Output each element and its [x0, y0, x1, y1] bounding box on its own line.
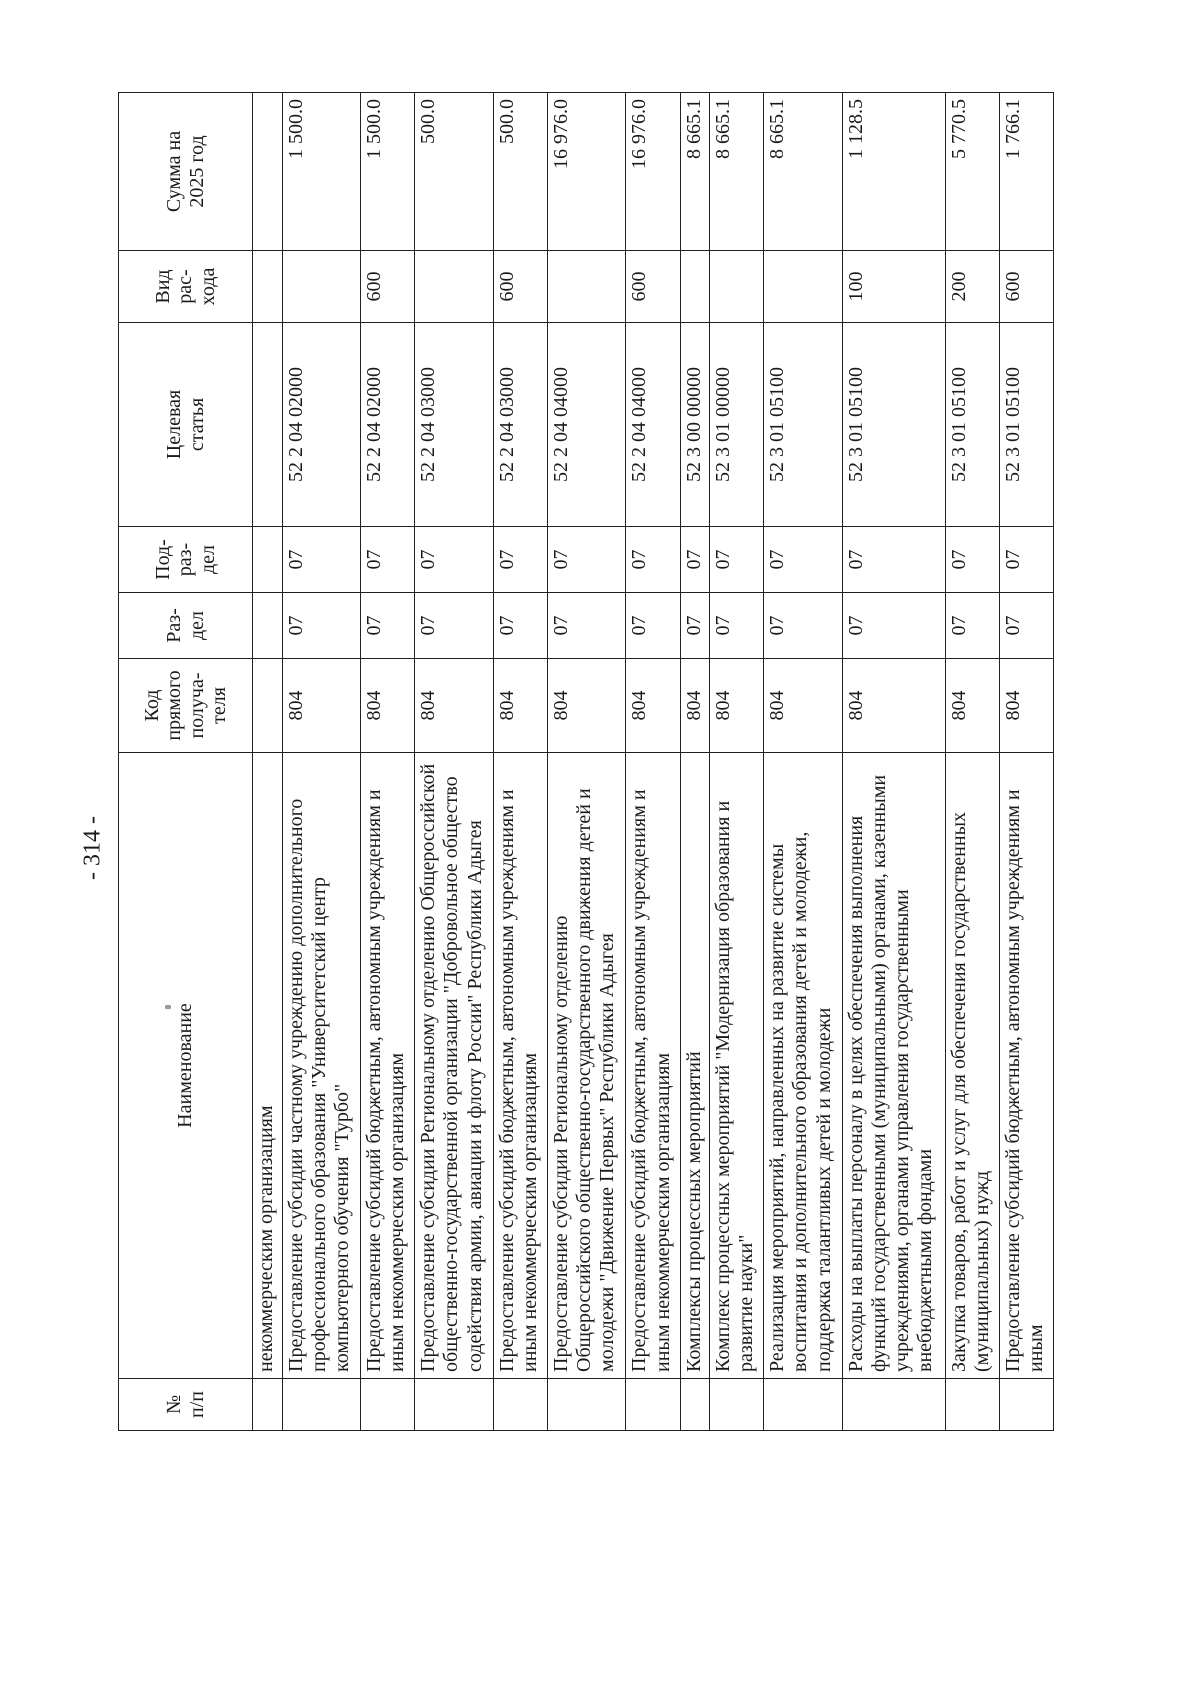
cell-recipient-code: 804	[415, 659, 494, 753]
cell-podrazdel: 07	[842, 527, 945, 593]
cell-name: Реализация мероприятий, направленных на развитие системы воспитания и дополнительного образования детей и молодежи, поддержка талантливых детей и молодежи	[764, 753, 843, 1379]
table-row	[842, 93, 945, 1431]
table-row	[415, 93, 494, 1431]
table-row	[253, 93, 283, 1431]
cell-sum: 5 770.5	[945, 93, 999, 251]
cell-recipient-code: 804	[842, 659, 945, 753]
cell-expense-type: 100	[842, 251, 945, 323]
cell-target-article	[253, 323, 283, 527]
cell-razdel: 07	[282, 593, 361, 659]
table-row	[547, 93, 626, 1431]
cell-target-article: 52 2 04 04000	[547, 323, 626, 527]
cell-target-article: 52 3 01 05100	[842, 323, 945, 527]
table-row	[710, 93, 764, 1431]
cell-podrazdel: 07	[710, 527, 764, 593]
table-header-row	[119, 93, 253, 1431]
cell-razdel: 07	[626, 593, 680, 659]
cell-razdel: 07	[764, 593, 843, 659]
cell-razdel: 07	[547, 593, 626, 659]
cell-razdel: 07	[945, 593, 999, 659]
cell-recipient-code: 804	[282, 659, 361, 753]
cell-recipient-code: 804	[493, 659, 547, 753]
cell-razdel: 07	[415, 593, 494, 659]
cell-sum: 8 665.1	[710, 93, 764, 251]
cell-target-article: 52 3 01 05100	[999, 323, 1053, 527]
cell-target-article: 52 3 00 00000	[680, 323, 710, 527]
cell-name: Комплексы процессных мероприятий	[680, 753, 710, 1379]
cell-sum: 1 500.0	[282, 93, 361, 251]
cell-razdel	[253, 593, 283, 659]
table-row	[999, 93, 1053, 1431]
table-row	[764, 93, 843, 1431]
cell-sum: 1 128.5	[842, 93, 945, 251]
cell-expense-type: 600	[999, 251, 1053, 323]
cell-podrazdel: 07	[626, 527, 680, 593]
cell-sum: 500.0	[415, 93, 494, 251]
cell-sum	[253, 93, 283, 251]
cell-podrazdel	[253, 527, 283, 593]
cell-podrazdel: 07	[493, 527, 547, 593]
cell-num	[626, 1379, 680, 1431]
budget-table-wrapper	[118, 93, 1054, 1431]
cell-recipient-code: 804	[680, 659, 710, 753]
cell-sum: 16 976.0	[626, 93, 680, 251]
cell-sum: 1 500.0	[361, 93, 415, 251]
cell-num	[842, 1379, 945, 1431]
cell-target-article: 52 3 01 05100	[764, 323, 843, 527]
cell-sum: 500.0	[493, 93, 547, 251]
cell-expense-type	[282, 251, 361, 323]
cell-num	[680, 1379, 710, 1431]
cell-name: Предоставление субсидий бюджетным, автономным учреждениям и иным некоммерческим организациям	[493, 753, 547, 1379]
cell-name: Комплекс процессных мероприятий "Модернизация образования и развитие науки"	[710, 753, 764, 1379]
cell-target-article: 52 2 04 03000	[415, 323, 494, 527]
cell-target-article: 52 2 04 03000	[493, 323, 547, 527]
table-row	[282, 93, 361, 1431]
header-expense-type: Вид рас- хода	[119, 251, 253, 323]
table-row	[493, 93, 547, 1431]
cell-recipient-code: 804	[999, 659, 1053, 753]
cell-name: Предоставление субсидий бюджетным, автономным учреждениям и иным некоммерческим организациям	[626, 753, 680, 1379]
cell-podrazdel: 07	[680, 527, 710, 593]
cell-name: Предоставление субсидии Региональному отделению Общероссийского общественно-государственного движения детей и молодежи "Движение Первых" Республики Адыгея	[547, 753, 626, 1379]
cell-num	[764, 1379, 843, 1431]
cell-name: Предоставление субсидии Региональному отделению Общероссийской общественно-государственной организации "Добровольное общество содействия армии, авиации и флоту России" Республики Адыгея	[415, 753, 494, 1379]
cell-expense-type: 200	[945, 251, 999, 323]
cell-expense-type	[764, 251, 843, 323]
cell-podrazdel: 07	[999, 527, 1053, 593]
page-number: - 314 -	[79, 816, 106, 880]
cell-expense-type: 600	[626, 251, 680, 323]
cell-name: Закупка товаров, работ и услуг для обеспечения государственных (муниципальных) нужд	[945, 753, 999, 1379]
header-podrazdel: Под- раз- дел	[119, 527, 253, 593]
table-row	[626, 93, 680, 1431]
header-num: № п/п	[119, 1379, 253, 1431]
cell-name: Расходы на выплаты персоналу в целях обеспечения выполнения функций государственными (муниципальными) органами, казенными учреждениями, органами управления государственными внебюджетными фондами	[842, 753, 945, 1379]
cell-expense-type: 600	[493, 251, 547, 323]
cell-recipient-code: 804	[764, 659, 843, 753]
cell-target-article: 52 3 01 05100	[945, 323, 999, 527]
cell-num	[415, 1379, 494, 1431]
cell-razdel: 07	[361, 593, 415, 659]
table-row	[680, 93, 710, 1431]
cell-num	[999, 1379, 1053, 1431]
header-sum-2025: Сумма на 2025 год	[119, 93, 253, 251]
cell-podrazdel: 07	[945, 527, 999, 593]
cell-sum: 16 976.0	[547, 93, 626, 251]
cell-expense-type	[710, 251, 764, 323]
cell-name: Предоставление субсидий бюджетным, автономным учреждениям и иным	[999, 753, 1053, 1379]
cell-recipient-code: 804	[547, 659, 626, 753]
cell-num	[493, 1379, 547, 1431]
cell-recipient-code: 804	[361, 659, 415, 753]
cell-num	[547, 1379, 626, 1431]
cell-target-article: 52 2 04 02000	[361, 323, 415, 527]
header-recipient-code: Код прямого получа- теля	[119, 659, 253, 753]
cell-num	[710, 1379, 764, 1431]
header-razdel: Раз- дел	[119, 593, 253, 659]
cell-target-article: 52 2 04 02000	[282, 323, 361, 527]
cell-recipient-code: 804	[945, 659, 999, 753]
cell-num	[253, 1379, 283, 1431]
cell-recipient-code	[253, 659, 283, 753]
cell-podrazdel: 07	[361, 527, 415, 593]
cell-expense-type	[680, 251, 710, 323]
cell-razdel: 07	[710, 593, 764, 659]
cell-expense-type	[547, 251, 626, 323]
cell-razdel: 07	[680, 593, 710, 659]
cell-razdel: 07	[999, 593, 1053, 659]
cell-razdel: 07	[493, 593, 547, 659]
cell-target-article: 52 3 01 00000	[710, 323, 764, 527]
cell-expense-type: 600	[361, 251, 415, 323]
cell-name: Предоставление субсидии частному учреждению дополнительного профессионального образования "Университетский центр компьютерного обучения "Турбо"	[282, 753, 361, 1379]
cell-expense-type	[415, 251, 494, 323]
table-row	[945, 93, 999, 1431]
cell-podrazdel: 07	[547, 527, 626, 593]
budget-table	[118, 92, 1054, 1431]
cell-name: некоммерческим организациям	[253, 753, 283, 1379]
cell-podrazdel: 07	[415, 527, 494, 593]
cell-podrazdel: 07	[282, 527, 361, 593]
cell-num	[361, 1379, 415, 1431]
header-target-article: Целевая статья	[119, 323, 253, 527]
cell-sum: 8 665.1	[680, 93, 710, 251]
cell-name: Предоставление субсидий бюджетным, автономным учреждениям и иным некоммерческим организациям	[361, 753, 415, 1379]
table-row	[361, 93, 415, 1431]
cell-podrazdel: 07	[764, 527, 843, 593]
cell-num	[282, 1379, 361, 1431]
cell-expense-type	[253, 251, 283, 323]
header-name: Наименование	[119, 753, 253, 1379]
cell-recipient-code: 804	[710, 659, 764, 753]
cell-razdel: 07	[842, 593, 945, 659]
cell-sum: 1 766.1	[999, 93, 1053, 251]
cell-num	[945, 1379, 999, 1431]
cell-target-article: 52 2 04 04000	[626, 323, 680, 527]
cell-recipient-code: 804	[626, 659, 680, 753]
cell-sum: 8 665.1	[764, 93, 843, 251]
